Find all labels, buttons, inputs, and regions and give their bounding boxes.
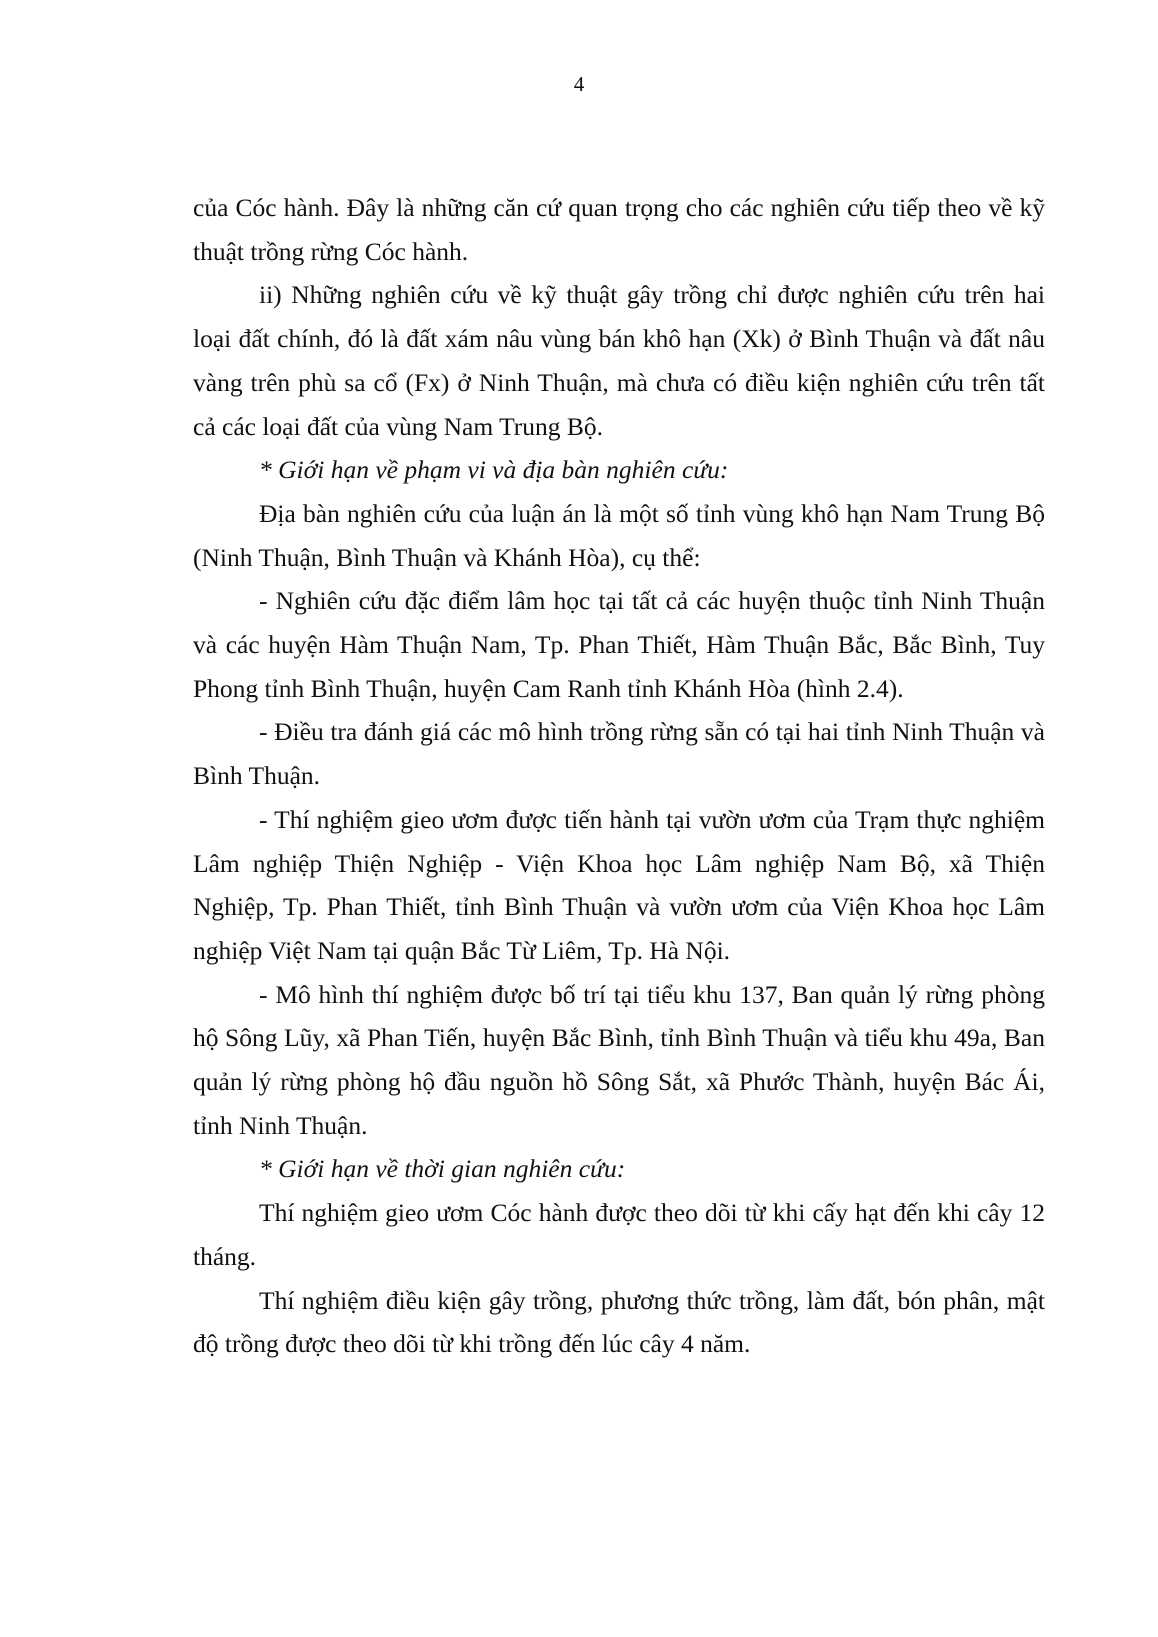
list-item-nursery-experiment: - Thí nghiệm gieo ươm được tiến hành tại vườn ươm của Trạm thực nghiệm Lâm nghiệp Thiện Nghiệp - Viện Khoa học Lâm nghiệp Nam Bộ, xã Thiện Nghiệp, Tp. Phan Thiết, tỉnh Bình Thuận và vườn ươm của Viện Khoa học Lâm nghiệp Việt Nam tại quận Bắc Từ Liêm, Tp. Hà Nội. (193, 804, 1045, 965)
heading-time-scope: * Giới hạn về thời gian nghiên cứu: (259, 1154, 626, 1184)
paragraph-planting-duration: Thí nghiệm điều kiện gây trồng, phương thức trồng, làm đất, bón phân, mật độ trồng được theo dõi từ khi trồng đến lúc cây 4 năm. (193, 1285, 1045, 1359)
heading-scope-and-location: * Giới hạn về phạm vi và địa bàn nghiên cứu: (259, 455, 729, 485)
paragraph-continuation: của Cóc hành. Đây là những căn cứ quan trọng cho các nghiên cứu tiếp theo về kỹ thuật trồng rừng Cóc hành. (193, 193, 1045, 266)
paragraph-study-area: Địa bàn nghiên cứu của luận án là một số tỉnh vùng khô hạn Nam Trung Bộ (Ninh Thuận, Bình Thuận và Khánh Hòa), cụ thể: (193, 498, 1045, 572)
list-item-silviculture-study: - Nghiên cứu đặc điểm lâm học tại tất cả các huyện thuộc tỉnh Ninh Thuận và các huyện Hàm Thuận Nam, Tp. Phan Thiết, Hàm Thuận Bắc, Bắc Bình, Tuy Phong tỉnh Bình Thuận, huyện Cam Ranh tỉnh Khánh Hòa (hình 2.4). (193, 586, 1045, 703)
page-number: 4 (573, 72, 585, 96)
list-item-field-model: - Mô hình thí nghiệm được bố trí tại tiểu khu 137, Ban quản lý rừng phòng hộ Sông Lũy, xã Phan Tiến, huyện Bắc Bình, tỉnh Bình Thuận và tiểu khu 49a, Ban quản lý rừng phòng hộ đầu nguồn hồ Sông Sắt, xã Phước Thành, huyện Bác Ái, tỉnh Ninh Thuận. (193, 979, 1045, 1140)
paragraph-limitation-ii: ii) Những nghiên cứu về kỹ thuật gây trồng chỉ được nghiên cứu trên hai loại đất chính, đó là đất xám nâu vùng bán khô hạn (Xk) ở Bình Thuận và đất nâu vàng trên phù sa cổ (Fx) ở Ninh Thuận, mà chưa có điều kiện nghiên cứu trên tất cả các loại đất của vùng Nam Trung Bộ. (193, 280, 1045, 441)
paragraph-nursery-duration: Thí nghiệm gieo ươm Cóc hành được theo dõi từ khi cấy hạt đến khi cây 12 tháng. (193, 1198, 1045, 1271)
list-item-model-survey: - Điều tra đánh giá các mô hình trồng rừng sẵn có tại hai tỉnh Ninh Thuận và Bình Thuận. (193, 717, 1045, 791)
body-text (193, 186, 1045, 1366)
